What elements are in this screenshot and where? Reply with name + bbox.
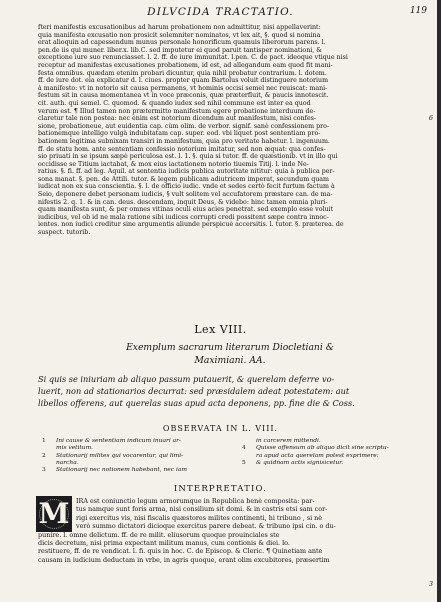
- observation-number: 5: [242, 459, 246, 466]
- text-line: [38, 373, 422, 385]
- observation-number: 1: [42, 438, 46, 444]
- text-line: [38, 514, 422, 522]
- text-line-content: punire. l. omne delictum. ff. de re milit. eliusorum quoque prouinciales ste: [38, 530, 280, 539]
- text-line-content: IRA est coniunctio legum armorumque in Republica benè composita: par-: [76, 497, 315, 505]
- interpretatio-heading: INTERPRETATIO.: [173, 484, 268, 494]
- text-line-content: ff. de iure dot. eia explicatur d. l. ciues. propter quam Bartolus voluit distinguere notorium: [38, 77, 329, 85]
- text-line: [38, 153, 422, 161]
- page-header: [0, 6, 441, 20]
- text-line: [38, 556, 422, 564]
- running-title: DILVCIDA TRACTATIO.: [147, 6, 294, 18]
- text-line-content: ratius. §. fi. ff. ad leg. Aquil. at sententia iudicis publica autoritate nititur: quia à publica per-: [38, 168, 335, 176]
- text-line: [38, 115, 422, 123]
- text-line-content: cit. auth. qui semel. C. quomod. & quando iudex sed nihil commune est inter ea quod: [38, 99, 311, 107]
- text-line: [38, 32, 422, 40]
- text-line: [38, 138, 422, 146]
- text-line-content: festum sit in causa momentanea vt in voce præconis, quæ præterfluit, & paucis innotescit.: [38, 92, 329, 100]
- text-line: [38, 221, 422, 229]
- lex-subtitle-line: Maximiani. AA.: [194, 355, 266, 366]
- page-edge: [437, 0, 441, 602]
- text-line-content: verò summo dictatori dicioque exercitus parere debeat. & tribuno ipsi cin. o du-: [76, 522, 336, 531]
- text-line: [38, 130, 422, 138]
- text-line-content: quam manifesta sunt, & per omnes vitinas oculi eius acies penetrat. sed exemplo esse voluit: [38, 206, 334, 214]
- text-line: [38, 539, 422, 547]
- text-line-content: causam in iudicium deductam in vrbe, in agris quoque, erant olim excubitores, præsertim: [38, 555, 330, 564]
- observata-heading: OBSERVATA IN L. VIII.: [162, 424, 279, 433]
- text-line-content: rigi exercitus vis, nisi fiscalis quæstores milites continenti, hi tribuno , si nè: [76, 513, 323, 522]
- text-line-content: iudicibus, vel ob id ne mala ratione sibi iudices corrupti credi possitent sæpe contra innoc-: [38, 213, 329, 221]
- text-line: [38, 497, 422, 505]
- text-line-content: luerit, non ad stationarios decurrat: sed præsidalem adeat potestatem: aut: [38, 386, 350, 397]
- observation-line: Stationarij nec notionem habebant, nec iam: [56, 467, 187, 474]
- text-line-content: libellos offerens, aut querelas suas apud acta deponens, pp. fine die & Coss.: [38, 398, 355, 409]
- text-line-content: fteri manifestis excusationibus ad harum probationem non admittitur, nisi appellaverint:: [38, 24, 321, 31]
- observation-line: Quisse offensum ab aliquo dicit sine scriptu-: [256, 445, 389, 452]
- observation-item: [242, 445, 422, 460]
- text-line: [38, 39, 422, 47]
- text-line-content: dicis decretum, nisi prima expectant militum manus, cum contionis & diei. lo.: [38, 539, 290, 548]
- observation-item: [42, 438, 227, 453]
- observation-line: & quidnam actis signisicetur.: [256, 459, 344, 466]
- text-line-content: festa omnibus. quædam etenim probari dicuntur, quia nihil probatur contrarium. l. dotem.: [38, 69, 327, 77]
- observata-right-column: [242, 438, 422, 467]
- text-line-content: tus namque sunt foris arma, nisi consilium sit domi. & in castris etsi sam cor-: [76, 505, 328, 514]
- text-line-content: sio priuati in se ipsum sæpè periculosa est. l. 1. §. quia si tutor. ff. de quæstionib. vt in illo qui: [38, 153, 338, 161]
- text-line-content: Si quis se iniuriam ab aliquo passum putauerit, & querelam deferre vo-: [38, 374, 335, 384]
- text-line: [38, 168, 422, 176]
- text-line-content: verum est. ¶ Illud tamen non prætermitto manifestum egere probatione interduum de-: [38, 107, 316, 115]
- text-line: [38, 77, 422, 85]
- observation-item: [42, 467, 227, 474]
- text-line: [38, 229, 422, 237]
- initial-letter: M: [38, 497, 70, 530]
- text-line-content: restituere, ff. de re vendicat. l. fi. quis in hoc. C. de Episcop. & Cleric. ¶ Quinetiam ante: [38, 547, 323, 556]
- text-line: [38, 385, 422, 397]
- observation-line: narcha.: [56, 459, 79, 466]
- text-line: [38, 176, 422, 184]
- text-line: [38, 123, 422, 131]
- text-line-content: nifestis 2. q. 1. & in can. deus. descendam, inquit Deus, & videbo: hinc tamen omnia pluri-: [38, 198, 328, 206]
- margin-mark: 3: [428, 580, 433, 588]
- text-line: [38, 199, 422, 207]
- text-line: [38, 108, 422, 116]
- lex-subtitle: [38, 341, 422, 367]
- text-line-content: bationem legitima subnixam transiri in manifestum, quia pro veritate habetur. l. ingenuum.: [38, 137, 330, 145]
- observation-number: 4: [242, 445, 246, 452]
- lex-subtitle-line: Exemplum sacrarum literarum Diocletiani &: [126, 342, 334, 353]
- text-line-content: ff. de statu hom. ante sententiam confessio notorium imitatur, sed non æquat: qua confes-: [38, 145, 326, 153]
- observation-item: [42, 453, 227, 468]
- text-line-content: occidisse se Titium iactabat, & mox eius iactationem notorio tiuemis Titij. l. inde Ne-: [38, 160, 309, 168]
- text-line: [38, 206, 422, 214]
- text-line-content: Seio, deponere debet personam iudicis, § vult solitem vel accufatorem præstare can. de ma-: [38, 191, 333, 199]
- observation-item: [242, 438, 422, 445]
- lex-heading: Lex VIII.: [194, 323, 247, 336]
- observation-number: 3: [42, 467, 46, 474]
- law-text: [38, 373, 422, 410]
- text-line: [38, 522, 422, 530]
- text-line: [38, 62, 422, 70]
- text-line-content: receptur ad manifestas excusationes probationem, id est, ad allegandum eam quod fit mani-: [38, 61, 333, 69]
- observation-line: Stationarij milites qui vocarentur, qui limi-: [56, 452, 184, 459]
- text-line-content: à manifesto: vt in notorio sit causa permanens, vt hominis occisi semel nec reuiscat: mani-: [38, 84, 328, 92]
- text-line-content: erat alioquin ad capessendum munus personale honorificum quamuis liberorum parens. l.: [38, 39, 326, 47]
- initial-indent: [38, 519, 76, 520]
- text-line: [38, 547, 422, 555]
- observation-line: ra apud acta querelam potest exprimere:: [256, 452, 379, 459]
- text-line: [38, 161, 422, 169]
- initial-indent: [38, 527, 76, 528]
- observata-left-column: [42, 438, 227, 474]
- text-line: [38, 70, 422, 78]
- text-line: [38, 397, 422, 409]
- text-line-content: sione, probationeue, aut euidentia cap. cùm olim. de verbor. signif. sanè confessionem pro-: [38, 122, 330, 130]
- text-line-content: quia manifesta excusatio non prosicit solemniter nominatos, vt lex ait, §. quod si nomina: [38, 31, 321, 39]
- text-line: [38, 183, 422, 191]
- text-line-content: claretur tale non postea: nec enim est notorium dicendum aut manifestum, nisi confes-: [38, 115, 317, 123]
- text-line: [38, 100, 422, 108]
- text-line-content: exceptione iure suo renunciasset. l. 2. ff. de iure immunitat. l.pen. C. de pact. ideoque vtique nisi: [38, 54, 348, 62]
- observation-line: Ini cause & sententiam indicum inuari ar-: [56, 438, 181, 444]
- text-line: [38, 54, 422, 62]
- text-line: [38, 92, 422, 100]
- text-line: [38, 214, 422, 222]
- commentary-text: [38, 24, 422, 237]
- text-line-content: ientes. non iudici creditur sine argumentis aliunde perspicuè accersitis. l. tutor. §. præterea. de: [38, 221, 344, 229]
- initial-indent: [38, 510, 76, 511]
- text-line-content: iudicat non ex sua conscientia. §. l. de officio iudic. vnde et sedes certò fecit furtum factum à: [38, 183, 335, 191]
- page-number: 119: [409, 6, 427, 16]
- observation-number: 2: [42, 452, 46, 459]
- text-line: [38, 531, 422, 539]
- margin-note: 6: [428, 114, 433, 122]
- text-line: [38, 146, 422, 154]
- text-line: [38, 191, 422, 199]
- text-line: [38, 505, 422, 513]
- text-line-content: bationemque intelligo vulgà indubitatam cap. super. eod. vbi liquet post sententiam pro-: [38, 130, 321, 138]
- text-line: [38, 24, 422, 32]
- text-line: [38, 85, 422, 93]
- interpretatio-text: [38, 497, 422, 564]
- text-line-content: suspect. tutorib.: [38, 229, 91, 237]
- observation-line: in carcerem mittendi.: [256, 438, 321, 444]
- observation-line: mis vetitum.: [56, 445, 94, 452]
- observation-item: [242, 460, 422, 467]
- text-line-content: pen.de iis qui muner. liber.x. lib.C. sed imputetur ei quod paruit tantisper nominationi, &: [38, 46, 322, 54]
- initial-indent: [38, 502, 76, 503]
- text-line: [38, 47, 422, 55]
- text-line-content: sona manat. §. pen. de Attili. tutor. & legem publicam adiutricem imperat, secundum quam: [38, 175, 330, 183]
